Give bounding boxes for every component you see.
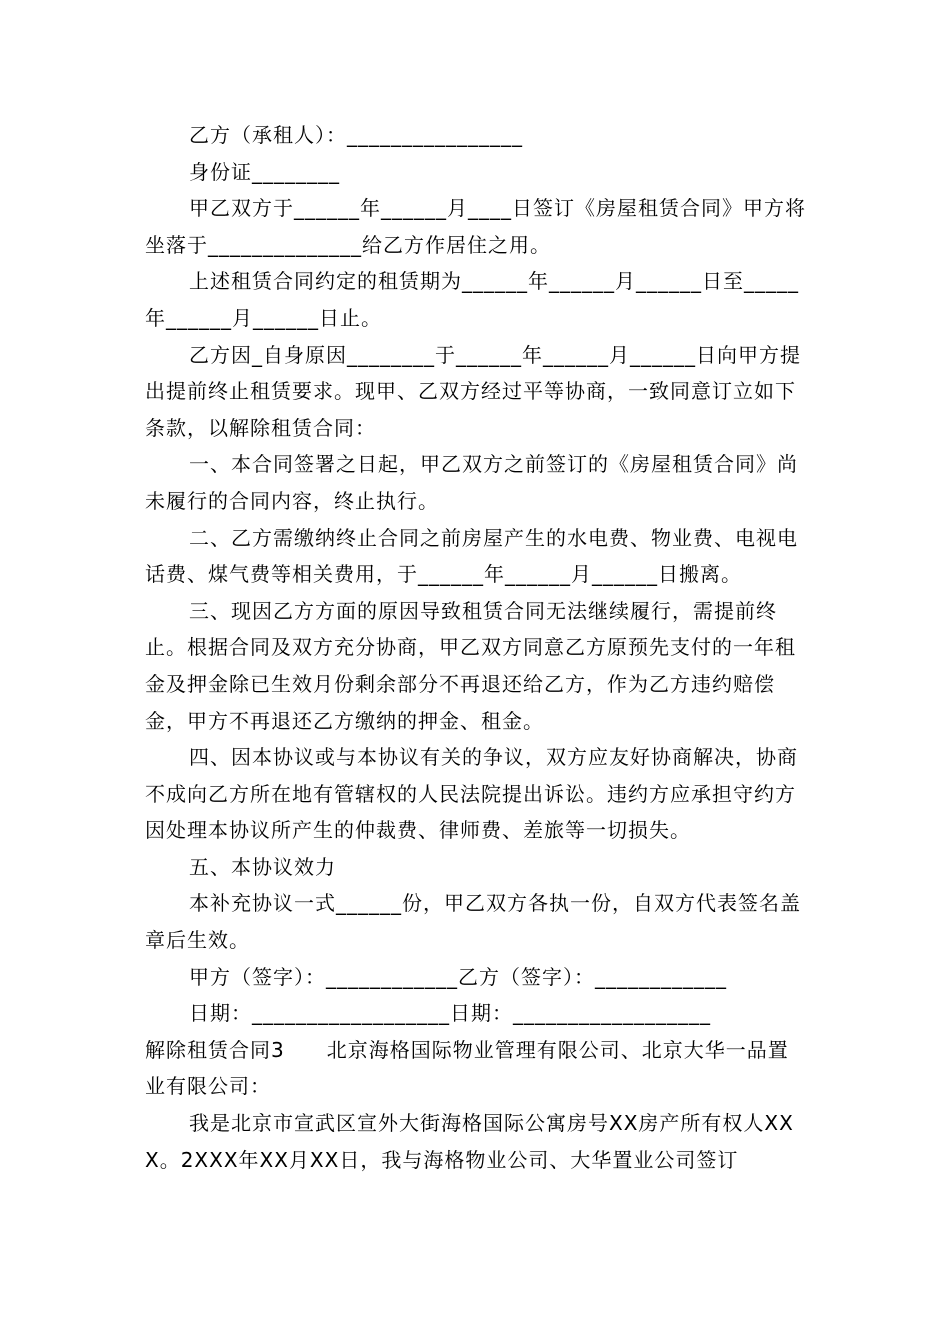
date-line: 日期：__________________日期：__________________ xyxy=(189,1001,711,1026)
clause-2: 二、乙方需缴纳终止合同之前房屋产生的水电费、物业费、电视电话费、煤气费等相关费用，于______年______月______日搬离。 xyxy=(145,525,798,587)
paragraph-termination-request: 乙方因_自身原因________于______年______月______日向甲方提出提前终止租赁要求。现甲、乙双方经过平等协商，一致同意订立如下条款，以解除租赁合同： xyxy=(145,342,801,440)
clause-1: 一、本合同签署之日起，甲乙双方之前签订的《房屋租赁合同》尚未履行的合同内容，终止执行。 xyxy=(145,452,798,513)
section-heading-contract-3: 解除租赁合同3 北京海格国际物业管理有限公司、北京大华一品置业有限公司： xyxy=(145,1037,789,1099)
clause-5-title: 五、本协议效力 xyxy=(189,854,336,879)
document-body xyxy=(145,117,807,1178)
clause-4: 四、因本协议或与本协议有关的争议，双方应友好协商解决，协商不成向乙方所在地有管辖权的人民法院提出诉讼。违约方应承担守约方因处理本协议所产生的仲裁费、律师费、差旅等一切损失。 xyxy=(145,745,798,843)
paragraph-contract-signing: 甲乙双方于______年______月____日签订《房屋租赁合同》甲方将坐落于______________给乙方作居住之用。 xyxy=(145,196,806,257)
copies-clause: 本补充协议一式______份，甲乙双方各执一份，自双方代表签名盖章后生效。 xyxy=(145,891,801,953)
tenant-line: 乙方（承租人）：________________ xyxy=(189,123,523,147)
id-card-line: 身份证________ xyxy=(189,159,340,184)
clause-3: 三、现因乙方方面的原因导致租赁合同无法继续履行，需提前终止。根据合同及双方充分协商，甲乙双方同意乙方原预先支付的一年租金及押金除已生效月份剩余部分不再退还给乙方，作为乙方违约赔偿金，甲方不再退还乙方缴纳的押金、租金。 xyxy=(145,598,796,733)
signature-line: 甲方（签字）：____________乙方（签字）：____________ xyxy=(189,964,727,989)
owner-statement: 我是北京市宣武区宣外大街海格国际公寓房号XX房产所有权人XXX。2XXX年XX月XX日，我与海格物业公司、大华置业公司签订 xyxy=(145,1111,794,1172)
paragraph-lease-term: 上述租赁合同约定的租赁期为______年______月______日至_____年______月______日止。 xyxy=(145,269,799,330)
